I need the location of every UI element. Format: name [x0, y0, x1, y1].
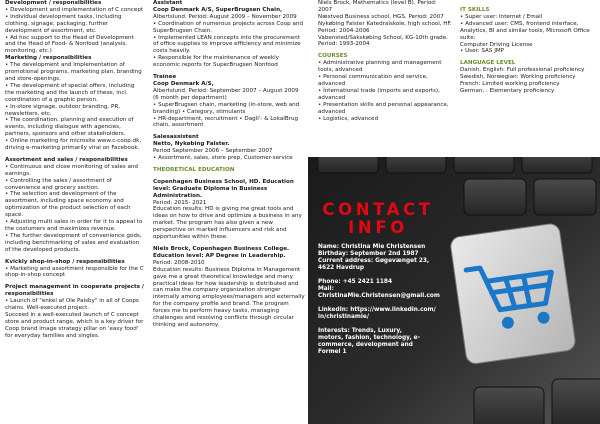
text-line: Coop Denmark A/S, SuperBrugsen Chain,: [153, 6, 283, 13]
text-line: Albertslund. Period: September 2007 – August 2009 (6 month per department): [153, 87, 299, 101]
contact-title-line1: CONTACT: [322, 200, 434, 219]
text-line: Computer Driving License: [460, 41, 533, 48]
text-line: • The further development of convenience gods, including benchmarking of sales and evaluation of the developed products.: [5, 232, 142, 253]
text-line: • Implemented LEAN concepts into the procurement of office supplies to improve efficiency and minimize costs heavily.: [153, 34, 301, 55]
text-line: • Online marketing for microsite www.c-coop.dk, driving e-marketing primarily viral on Facebook.: [5, 138, 142, 152]
trainee-block: [153, 74, 305, 129]
contact-name: Name: Christina Mie Christensen: [318, 244, 426, 250]
text-line: German, : Elementary proficiency: [460, 87, 555, 94]
text-line: Netto, Nykøbing Falster.: [153, 141, 230, 148]
text-line: Salesassistent: [153, 134, 199, 141]
text-line: French: Limited working proficiency: [460, 81, 560, 88]
contact-info-title: [318, 201, 438, 237]
text-line: Period September 2006 – September 2007: [153, 148, 273, 155]
text-line: Period: 2008-2010: [153, 259, 205, 266]
contact-mail-link[interactable]: ChristinaMie.Christensen@gmail.com: [318, 293, 440, 299]
language-list: [460, 67, 596, 95]
contact-mail-label: Mail:: [318, 286, 334, 292]
text-line: • User: SAS JMP: [460, 48, 505, 55]
contact-birthday: Birthday: September 2nd 1987: [318, 251, 419, 257]
experience-column-1: [5, 0, 145, 340]
text-line: • International trade (imports and exports), advanced: [318, 87, 440, 101]
contact-interests: Interests: Trends, Luxury, motors, fashion, technology, e-commerce, development and Formel 1: [318, 328, 421, 356]
it-skills-list: [460, 14, 596, 55]
kvickly-block: [5, 259, 145, 280]
text-line: • Continuous and close monitoring of sales and earnings.: [5, 163, 138, 177]
contact-linkedin-path[interactable]: in/christinamie/: [318, 314, 369, 320]
closing-paragraph: Succeed in a well-executed launch of C concept store and product range, which is a key driver for Coop brand image strategy pillar on 'easy food' for everyday families and singles.: [5, 311, 144, 339]
text-line: Assortment and sales / responsibilities: [5, 156, 128, 163]
text-line: • In-store signage, outdoor branding, PR, newsletters, etc.: [5, 103, 121, 117]
contact-phone: Phone: +45 2421 1184: [318, 279, 392, 285]
text-line: Vabensted/Sakskøbing School, KG-10th grade. Period: 1993-2004: [318, 34, 448, 48]
text-line: • SuperBrugsen chain, marketing (in-store, web and branding) • Category, stimulants: [153, 101, 300, 115]
text-line: • HR-department, recruitment • Dagli'- & LokalBrug chain, assortment: [153, 115, 299, 129]
language-heading: LANGUAGE LEVEL: [460, 60, 516, 67]
text-line: Albertslund. Period: August 2009 – November 2009: [153, 13, 297, 20]
experience-column-2: [153, 0, 305, 329]
text-line: • Personal communication and service, advanced: [318, 74, 428, 87]
text-line: Education results: Business Diploma in Management gave me a great theoretical knowledge and many practical ideas for how leadership is distributed and can make the company organization stronger internally among employees/managers and externally for the company profile and brand. The program forces me to perform heavy tasks, managing challenges and resolving conflicts through circular thinking and autonomy.: [153, 266, 305, 328]
text-line: Marketing / responsibilities: [5, 55, 92, 62]
text-line: • Adjusting multi sales in order for it to appeal to the costumers and maximizes revenue.: [5, 219, 143, 232]
assistant-block: [153, 0, 305, 69]
contact-linkedin-link[interactable]: LinkedIn: https://www.linkedin.com/: [318, 307, 436, 313]
text-line: • Responsible for the maintenance of weekly economic reports for SuperBrugsen Nonfood: [153, 55, 279, 69]
sales-block: [153, 134, 305, 162]
text-line: • Development and implementation of C concept: [5, 6, 144, 13]
text-line: Period: 2015- 2021: [153, 199, 207, 206]
text-line: • The selection and development of the assortment, including space economy and optimization of the product selection of each space.: [5, 191, 131, 219]
text-line: Development / responsibilities: [5, 0, 102, 6]
text-line: • Advanced user: CMS, frontend interface, Analytics, BI and similar tools, Microsoft Office suite:: [460, 20, 590, 41]
assortment-block: [5, 157, 145, 254]
text-line: • The coordination, planning and execution of events, including dialogue with agencies, partners, sponsors and other stakeholders.: [5, 117, 134, 138]
text-line: Kvickly shop-in-shop / responsibilities: [5, 258, 125, 265]
text-line: Project management in cooperate projects / responsibilities: [5, 284, 144, 298]
text-line: • Controlling the sales / assortment of convenience and grocery section.: [5, 177, 112, 191]
education-list: [318, 0, 452, 48]
text-line: • The development of special offers, including the marketing and the launch of these, incl. coordination of a graphic person.: [5, 82, 135, 103]
text-line: Niels Brock, Mathematics (level B). Period: 2007: [318, 0, 437, 13]
text-line: • Launch of "enkel af Ole Palsby" in all of Coops chains. Well-executed project.: [5, 298, 139, 312]
text-line: Danish, English: Full professional proficiency: [460, 67, 585, 74]
education-cbs: [153, 179, 305, 241]
text-line: Assistant: [153, 0, 183, 6]
text-line: • Marketing and assortment responsible for the C shop-in-shop concept: [5, 265, 144, 279]
text-line: • Individual development tasks, including clothing, signage, packaging, further development of assortment, etc.: [5, 13, 122, 34]
contact-address: Current address: Gøgevænget 23,: [318, 258, 430, 264]
text-line: Niels Brock, Copenhagen Business College. Education level: AP Degree in Leadership.: [153, 246, 290, 259]
text-line: Coop Denmark A/S,: [153, 80, 214, 87]
text-line: • Assortment, sales, store prep, Customer-service: [153, 155, 293, 162]
text-line: Trainee: [153, 74, 177, 81]
courses-heading: COURSES: [318, 53, 348, 60]
text-line: • Administrative planning and management tools, advanced: [318, 60, 442, 74]
contact-title-line2: INFO: [348, 218, 408, 237]
text-line: • Presentation skills and personal appearance, advanced: [318, 101, 449, 115]
text-line: • The development and implementation of promotional programs, marketing plan, branding and store-openings.: [5, 62, 142, 82]
contact-address-city: 4622 Havdrup: [318, 265, 364, 271]
text-line: Nykøbing Falster Katedralskole, high school, HF. Period: 2004-2006: [318, 20, 452, 34]
education-heading: THEORETICAL EDUCATION: [153, 166, 235, 173]
text-line: Copenhagen Business School, HD. Education level: Graduate Diploma in Business Administration.: [153, 178, 294, 199]
education-niels-brock: [153, 246, 305, 329]
text-line: Swedish, Norwegian: Working proficiency: [460, 74, 576, 81]
responsibilities-block: [5, 0, 145, 152]
text-line: • Super user: Internet / Email: [460, 13, 543, 20]
skills-column-4: [460, 0, 596, 95]
text-line: Næstved Business school, HGS. Period: 2007: [318, 13, 444, 20]
text-line: Education results: HD is giving me great tools and ideas on how to drive and optimize a business in any market. The program has also given a new perspective on marked influencers and risk and opportunities within these.: [153, 206, 302, 241]
courses-list: [318, 60, 452, 122]
project-block: [5, 284, 145, 312]
text-line: • Coordination of numerous projects across Coop and SuperBrugsen Chain.: [153, 20, 304, 34]
text-line: • Logistics, advanced: [318, 115, 379, 122]
education-column-3: [318, 0, 452, 122]
text-line: • Ad hoc support to the Head of Development and the Head of Food- & Nonfood (analysis, monitoring, etc.): [5, 34, 134, 55]
it-skills-heading: IT SKILLS: [460, 7, 490, 13]
